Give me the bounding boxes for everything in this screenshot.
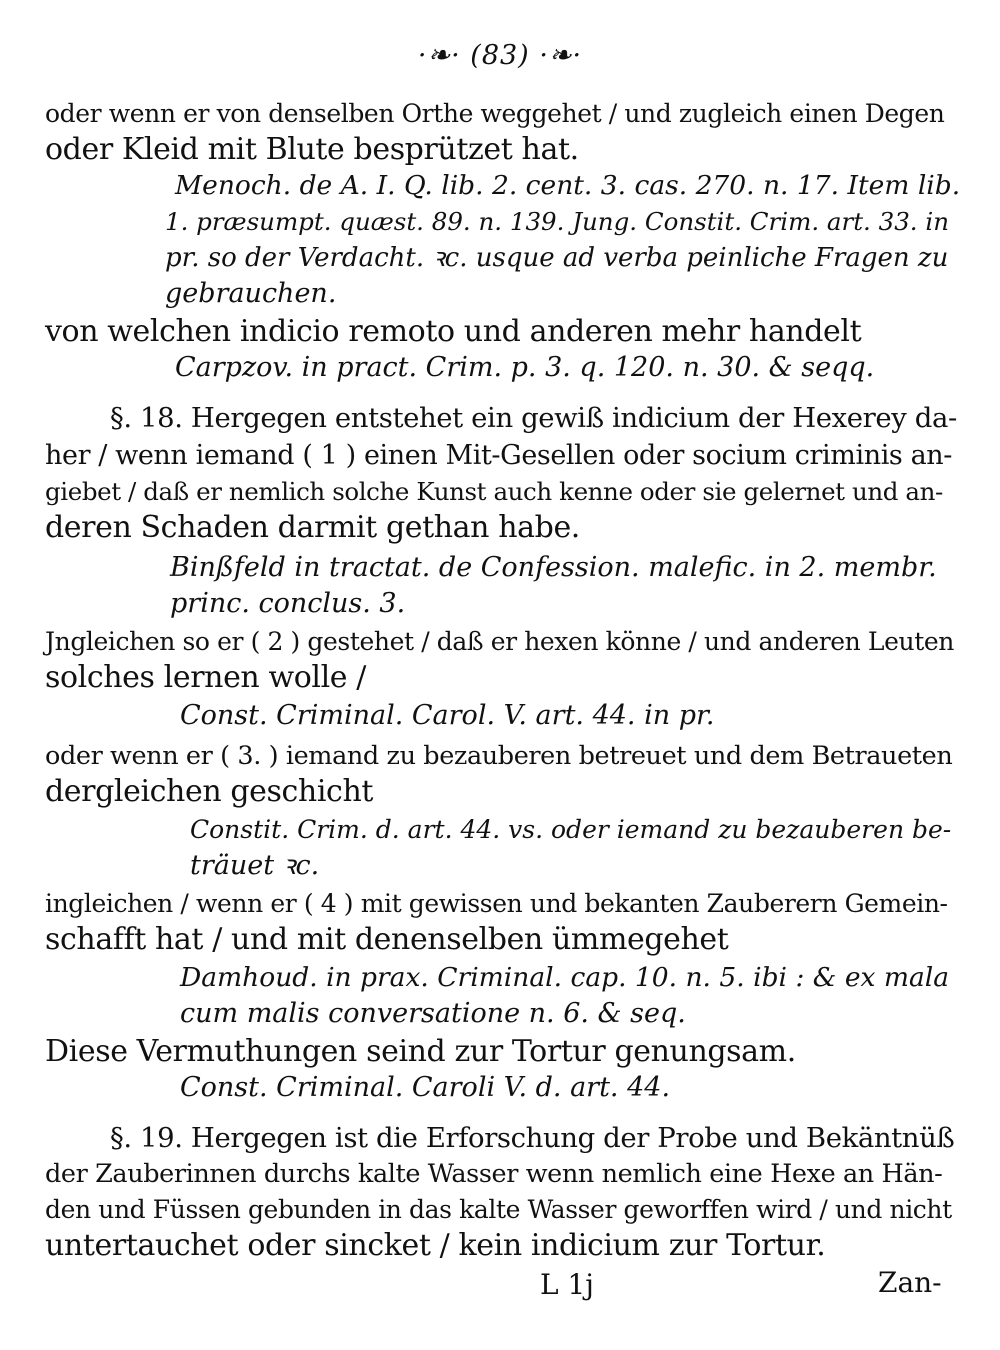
text-line: der Zauberinnen durchs kalte Wasser wenn nemlich eine Hexe an Hän- [45,1159,943,1189]
page-header [0,40,1000,71]
text-line: her / wenn iemand ( 1 ) einen Mit-Gesellen oder socium criminis an- [45,440,952,471]
citation-line: Damhoud. in prax. Criminal. cap. 10. n. 5. ibi : & ex mala [180,962,950,993]
citation-line: Menoch. de A. I. Q. lib. 2. cent. 3. cas. 270. n. 17. Item lib. [175,170,961,201]
citation-line: gebrauchen. [165,278,337,309]
text-line: giebet / daß er nemlich solche Kunst auch kenne oder sie gelernet und an- [45,477,943,506]
text-line: oder wenn er von denselben Orthe weggehet / und zugleich einen Degen [45,99,945,128]
text-line: Jngleichen so er ( 2 ) gestehet / daß er hexen könne / und anderen Leuten [45,627,954,656]
text-line: oder wenn er ( 3. ) iemand zu bezauberen betreuet und dem Betraueten [45,741,953,771]
ornament-left-icon: ·❧· [417,40,461,71]
text-line: dergleichen geschicht [45,774,374,809]
citation-line: Binßfeld in tractat. de Confession. malefic. in 2. membr. [170,552,937,583]
section-19-start: §. 19. Hergegen ist die Erforschung der Probe und Bekäntnüß [110,1122,955,1154]
citation-line: träuet ꝛc. [190,850,320,881]
text-line: von welchen indicio remoto und anderen mehr handelt [45,314,862,349]
signature-mark: L 1j [540,1268,594,1301]
text-line: den und Füssen gebunden in das kalte Wasser geworffen wird / und nicht [45,1195,952,1224]
text-line: schafft hat / und mit denenselben ümmegehet [45,922,729,957]
citation-line: pr. so der Verdacht. ꝛc. usque ad verba peinliche Fragen zu [165,243,949,273]
citation-line: Const. Criminal. Carol. V. art. 44. in pr. [180,700,715,731]
catchword: Zan- [878,1266,942,1299]
text-line: oder Kleid mit Blute besprützet hat. [45,132,579,167]
text-line: ingleichen / wenn er ( 4 ) mit gewissen und bekanten Zauberern Gemein- [45,889,948,918]
text-line: solches lernen wolle / [45,660,367,695]
ornament-right-icon: ·❧· [539,40,583,71]
text-line: deren Schaden darmit gethan habe. [45,510,580,545]
citation-line: cum malis conversatione n. 6. & seq. [180,998,686,1029]
text-line: Diese Vermuthungen seind zur Tortur genungsam. [45,1034,796,1069]
citation-line: Carpzov. in pract. Crim. p. 3. q. 120. n. 30. & seqq. [175,352,875,383]
citation-line: 1. præsumpt. quæst. 89. n. 139. Jung. Constit. Crim. art. 33. in [165,207,949,236]
page-number: (83) [470,40,530,71]
citation-line: Const. Criminal. Caroli V. d. art. 44. [180,1072,671,1103]
text-line: untertauchet oder sincket / kein indicium zur Tortur. [45,1228,826,1263]
section-18-start: §. 18. Hergegen entstehet ein gewiß indicium der Hexerey da- [110,402,957,434]
citation-line: princ. conclus. 3. [170,588,406,619]
citation-line: Constit. Crim. d. art. 44. vs. oder iemand zu bezauberen be- [190,815,952,844]
